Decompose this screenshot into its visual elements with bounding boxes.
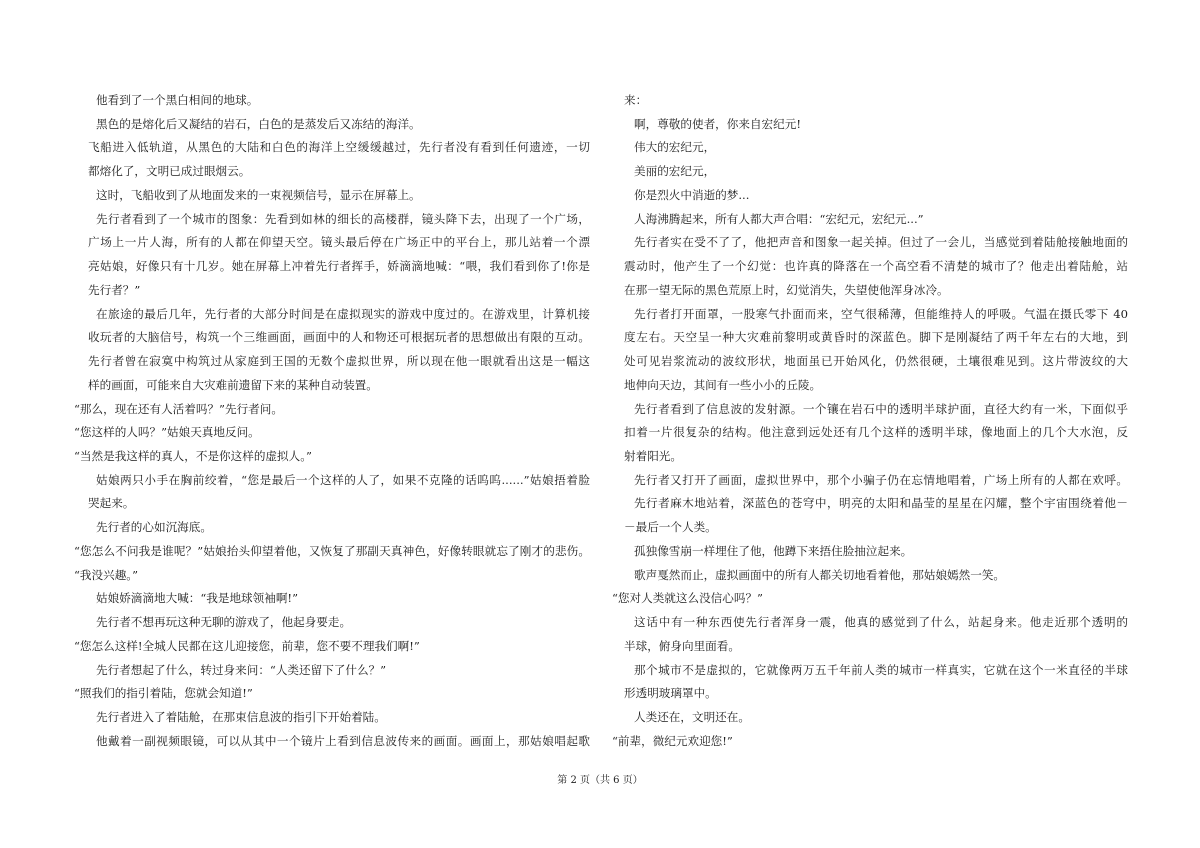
right-column-line: 来： (624, 93, 648, 107)
left-column-line: “照我们的指引着陆，您就会知道!” (74, 686, 253, 701)
right-column (0, 89, 1200, 754)
left-column-line: 他看到了一个黑白相间的地球。 (96, 93, 259, 107)
right-column-line: 地伸向天边，其间有一些小小的丘陵。 (624, 377, 822, 392)
right-column-line: 震动时，他产生了一个幻觉：也许真的降落在一个高空看不清楚的城市了？他走出着陆舱，站 (624, 259, 1128, 274)
left-column-line: 黑色的是熔化后又凝结的岩石，白色的是蒸发后又冻结的海洋。 (96, 116, 421, 131)
right-column-line: 伟大的宏纪元， (634, 140, 716, 155)
right-column-line: “您对人类就这么没信心吗？” (612, 591, 763, 606)
right-column-line: 先行者看到了信息波的发射源。一个镶在岩石中的透明半球护面，直径大约有一米，下面似乎 (634, 401, 1128, 416)
left-column-line: 这时，飞船收到了从地面发来的一束视频信号，显示在屏幕上。 (96, 187, 421, 202)
right-column-line: －最后一个人类。 (624, 520, 717, 535)
right-column-line: 形透明玻璃罩中。 (624, 686, 717, 701)
right-column-line: 先行者打开面罩，一股寒气扑面而来，空气很稀薄，但能维持人的呼吸。气温在摄氏零下 40 (634, 306, 1128, 321)
left-column-line: 先行者的心如沉海底。 (96, 520, 212, 535)
left-column-line: 收玩者的大脑信号，构筑一个三维画面，画面中的人和物还可根据玩者的思想做出有限的互动。 (88, 330, 590, 345)
left-column-line: “当然是我这样的真人，不是你这样的虚拟人。” (74, 449, 312, 464)
left-column-line: 先行者曾在寂寞中构筑过从家庭到王国的无数个虚拟世界，所以现在他一眼就看出这是一幅这 (88, 354, 590, 369)
right-column-line: 孤独像雪崩一样埋住了他，他蹲下来捂住脸抽泣起来。 (634, 543, 913, 558)
right-column-line: 先行者又打开了画面，虚拟世界中，那个小骗子仍在忘情地唱着，广场上所有的人都在欢呼。 (634, 472, 1128, 487)
left-column-line: 先行者想起了什么，转过身来问：“人类还留下了什么？” (96, 662, 387, 677)
right-column-line: 处可见岩浆流动的波纹形状，地面虽已开始风化，仍然很硬，土壤很难见到。这片带波纹的大 (624, 354, 1128, 369)
left-column-line: 哭起来。 (88, 496, 135, 511)
right-column-line: “前辈，微纪元欢迎您!” (612, 733, 733, 748)
right-column-line: 半球，俯身向里面看。 (624, 638, 740, 653)
right-column-line: 先行者麻木地站着，深蓝色的苍穹中，明亮的太阳和晶莹的星星在闪耀，整个宇宙围绕着他－ (634, 496, 1128, 511)
left-column-line: 样的画面，可能来自大灾难前遗留下来的某种自动装置。 (88, 377, 378, 392)
right-column-line: 歌声戛然而止，虚拟画面中的所有人都关切地看着他，那姑娘嫣然一笑。 (634, 567, 1006, 582)
right-column-line: 那个城市不是虚拟的，它就像两万五千年前人类的城市一样真实，它就在这个一米直径的半球 (634, 662, 1128, 677)
left-column-line: 亮姑娘，好像只有十几岁。她在屏幕上冲着先行者挥手，娇滴滴地喊：“喂，我们看到你了!你是 (88, 259, 590, 274)
left-column-line: “您这样的人吗？”姑娘天真地反问。 (74, 425, 260, 440)
right-column-line: 在那一望无际的黑色荒原上时，幻觉消失，失望使他浑身冰冷。 (624, 282, 949, 297)
left-column-line: 广场上一片人海，所有的人都在仰望天空。镜头最后停在广场正中的平台上，那儿站着一个漂 (88, 235, 590, 250)
right-column-line: 人海沸腾起来，所有人都大声合唱：“宏纪元，宏纪元...” (634, 211, 924, 226)
left-column-line: 都熔化了，文明已成过眼烟云。 (88, 164, 251, 179)
left-column-line: 姑娘两只小手在胸前绞着，“您是最后一个这样的人了，如果不克隆的话呜呜......”姑娘捂着脸 (96, 472, 590, 487)
right-column-line: 这话中有一种东西使先行者浑身一震，他真的感觉到了什么，站起身来。他走近那个透明的 (634, 615, 1128, 630)
left-column-line: 先行者看到了一个城市的图象：先看到如林的细长的高楼群，镜头降下去，出现了一个广场， (96, 211, 590, 226)
right-column-line: 扣着一片很复杂的结构。他注意到远处还有几个这样的透明半球，像地面上的几个大水泡，反 (624, 425, 1128, 440)
right-column-line: 你是烈火中消逝的梦... (634, 187, 750, 202)
right-column-line: 美丽的宏纪元， (634, 164, 716, 179)
left-column-line: 飞船进入低轨道，从黑色的大陆和白色的海洋上空缓缓越过，先行者没有看到任何遗迹，一切 (88, 140, 590, 155)
left-column-line: 先行者进入了着陆舱，在那束信息波的指引下开始着陆。 (96, 710, 386, 725)
left-column-line: “您怎么这样!全城人民都在这儿迎接您，前辈，您不要不理我们啊!” (74, 638, 420, 653)
left-column-line: 在旅途的最后几年，先行者的大部分时间是在虚拟现实的游戏中度过的。在游戏里，计算机接 (96, 306, 590, 321)
right-column-line: 射着阳光。 (624, 449, 682, 464)
left-column-line: 他戴着一副视频眼镜，可以从其中一个镜片上看到信息波传来的画面。画面上，那姑娘唱起歌 (96, 733, 590, 748)
left-column-line: 先行者？” (88, 282, 141, 297)
page-number-footer: 第 2 页（共 6 页） (557, 775, 643, 786)
right-column-line: 啊，尊敬的使者，你来自宏纪元! (634, 116, 801, 131)
left-column-line: 姑娘娇滴滴地大喊：“我是地球领袖啊!” (96, 591, 299, 606)
right-column-line: 先行者实在受不了了，他把声音和图象一起关掉。但过了一会儿，当感觉到着陆舱接触地面的 (634, 235, 1128, 250)
left-column-line: 先行者不想再玩这种无聊的游戏了，他起身要走。 (96, 615, 352, 630)
left-column-line: “那么，现在还有人活着吗？”先行者问。 (74, 401, 283, 416)
left-column-line: “我没兴趣。” (74, 567, 139, 582)
left-column-line: “您怎么不问我是谁呢？”姑娘抬头仰望着他，又恢复了那副天真神色，好像转眼就忘了刚才的悲伤。 (74, 543, 590, 558)
right-column-line: 人类还在，文明还在。 (634, 710, 750, 725)
right-column-line: 度左右。天空呈一种大灾难前黎明或黄昏时的深蓝色。脚下是刚凝结了两千年左右的大地，到 (624, 330, 1128, 345)
